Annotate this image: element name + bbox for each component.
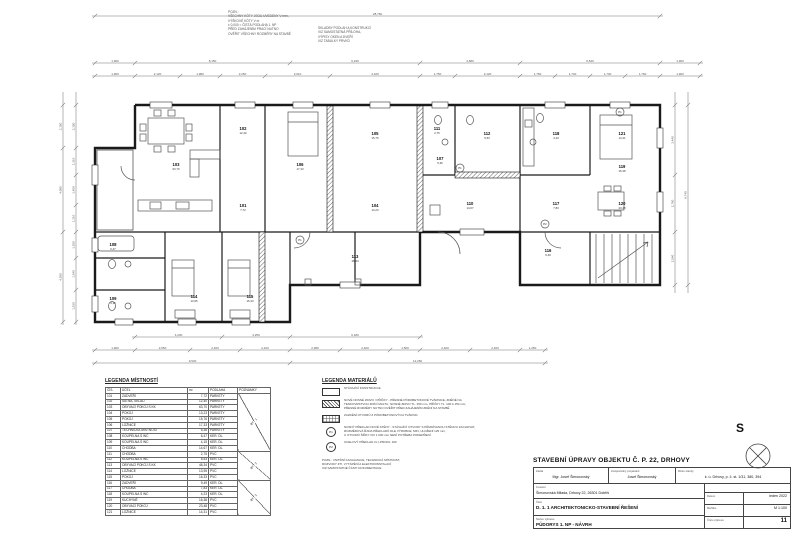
table-cell: KER. DL. xyxy=(209,445,238,451)
room-area: 15,76 xyxy=(371,136,379,140)
materials-note-line: ROZVODY ZTI, VYTÁPĚNÍ A ELEKTROINSTALACÍ xyxy=(322,461,392,466)
room-number: 105 xyxy=(371,131,379,136)
room-legend xyxy=(105,378,275,516)
table-cell: CHODBA xyxy=(121,451,188,457)
material-description: NOVÉ NOSNÉ ZDIVO / PŘÍČKY - PŘESNÉ PÓROBETONOVÉ TVÁRNICE, ZDĚNÉ NA TENKOVRSTVOU ZDÍCÍ MALTU, NOSNÉ ZDIVO TL. 250 mm, PŘÍČKY TL. 100 A 150 mm, PŘESNÉ ROZMĚRY NUTNO OVĚŘIT PŘED ZAHÁJENÍM ZDĚNÍ NA STAVBĚ xyxy=(344,398,467,410)
room-area: 12,40 xyxy=(239,131,247,135)
table-cell: KUCHYNĚ xyxy=(121,498,188,504)
room-area: 5,36 xyxy=(437,161,443,165)
apartment-group-label: BYT 1 xyxy=(249,417,258,427)
dimension-value: 2,420 xyxy=(261,345,269,350)
table-cell: 119 xyxy=(106,498,121,504)
field-investor: Investor Šimonovská Milada, Drhovy 22, 26301 Dobříš xyxy=(534,484,704,499)
room-number: 108 xyxy=(109,242,117,247)
room-area: 13,95 xyxy=(190,299,198,303)
project-title: STAVEBNÍ ÚPRAVY OBJEKTU Č. P. 22, DRHOVY xyxy=(533,457,690,464)
col-use: ÚČEL xyxy=(121,388,188,394)
table-cell: 113 xyxy=(106,463,121,469)
table-cell: 7,72 xyxy=(188,393,209,399)
general-notes xyxy=(228,10,308,36)
room-area: 2,75 xyxy=(434,131,440,135)
reference-notes xyxy=(318,26,402,43)
table-cell: 115 xyxy=(106,474,121,480)
table-cell: 63,70 xyxy=(188,405,209,411)
table-cell: 108 xyxy=(106,434,121,440)
dimension-value: 1,900 xyxy=(111,58,119,63)
room-area: 17,33 xyxy=(296,167,304,171)
table-cell: OBÝVACÍ POKOJ S KK xyxy=(121,463,188,469)
dimension-value: 1,740 xyxy=(568,71,577,76)
room-area: 7,72 xyxy=(240,208,246,212)
dimension-value: 3,440 xyxy=(670,136,675,144)
table-cell: 109 xyxy=(106,440,121,446)
room-number: 119 xyxy=(618,164,626,169)
dimension-value: 1,310 xyxy=(71,214,76,223)
table-cell: 17,33 xyxy=(188,422,209,428)
table-cell: PVC xyxy=(209,498,238,504)
table-cell: KOUPELNA S WC xyxy=(121,434,188,440)
apartment-group-label: BYT 3 xyxy=(249,492,258,502)
dimension-value: 6,180 xyxy=(351,332,359,337)
room-area: 16,38 xyxy=(618,169,626,173)
table-cell: LOŽNICE xyxy=(121,509,188,515)
apartment-group-cell xyxy=(238,393,271,451)
dimension-value: 1,730 xyxy=(603,71,612,76)
note-line: VÝŠKOVÉ KÓTY V m xyxy=(228,18,260,23)
materials-note xyxy=(322,458,522,470)
note-line: ± 0,000 = ČISTÁ PODLAHA 1. NP xyxy=(228,22,277,27)
field-designer: Zadal Mgr. Josef Šimonovský xyxy=(534,468,609,483)
room-area: 14,31 xyxy=(618,136,626,140)
table-cell: PVC xyxy=(209,469,238,475)
room-area: 63,70 xyxy=(172,167,180,171)
dimension-value: 1,900 xyxy=(111,345,119,350)
table-cell: KER. DL. xyxy=(209,457,238,463)
room-number: 112 xyxy=(483,131,491,136)
table-cell: ZÁDVEŘÍ xyxy=(121,393,188,399)
table-cell: OBÝVACÍ POKOJ S KK xyxy=(121,405,188,411)
room-area: 7,83 xyxy=(553,206,559,210)
apartment-group-cell xyxy=(238,451,271,480)
field-scale: Měřítko M 1:100 xyxy=(705,505,790,517)
dimension-value: 2,400 xyxy=(441,345,449,350)
materials-legend-title: LEGENDA MATERIÁLŮ xyxy=(322,378,377,384)
dimension-value: 3,010 xyxy=(293,71,302,76)
room-number: 103 xyxy=(172,162,180,167)
dimension-value: 1,250 xyxy=(71,241,76,249)
dimension-value: 1,760 xyxy=(533,71,542,76)
table-cell: TECHNICKÁ MÍSTNOST xyxy=(121,428,188,434)
dimension-value: 2,650 xyxy=(158,345,167,350)
dimension-value: 1,540 xyxy=(71,270,76,278)
table-cell: 107 xyxy=(106,428,121,434)
room-area: 23,48 xyxy=(618,206,626,210)
room-number: 121 xyxy=(618,131,626,136)
table-cell: 103 xyxy=(106,405,121,411)
dimension-value: 1,980 xyxy=(196,71,204,76)
room-number: 102 xyxy=(239,126,247,131)
room-area: 5,53 xyxy=(484,136,490,140)
room-number: 104 xyxy=(371,203,379,208)
dimension-value: 2,150 xyxy=(58,122,63,131)
field-sheet-number: Číslo výkresu 11 xyxy=(705,517,790,528)
room-number: 118 xyxy=(552,131,560,136)
field-drawing-name: Název výkresu PŮDORYS 1. NP - NÁVRH xyxy=(536,517,592,527)
dimension-chains xyxy=(59,12,704,365)
room-area: 46,34 xyxy=(351,259,359,263)
materials-legend xyxy=(322,378,522,470)
table-cell: OBÝVACÍ POKOJ xyxy=(121,503,188,509)
material-description: STÁVAJÍCÍ KONSTRUKCE xyxy=(344,386,381,390)
dimension-value: 6,540 xyxy=(586,58,594,63)
table-cell: POKOJ xyxy=(121,474,188,480)
dimension-value: 1,750 xyxy=(433,71,442,76)
lintel-marker-label: P2 xyxy=(543,222,547,227)
note-line: VIZ TABULKY PRVKŮ xyxy=(318,38,350,43)
table-cell: 13,23 xyxy=(188,411,209,417)
dimension-value: 2,120 xyxy=(153,71,162,76)
dimension-value: 1,250 xyxy=(528,345,537,350)
field-part: Část D. 1. 1 ARCHITEKTONICKO-STAVEBNÍ ŘEŠENÍ xyxy=(534,499,704,516)
table-cell: 7,83 xyxy=(188,486,209,492)
table-cell: KER. DL. xyxy=(209,492,238,498)
room-number: 117 xyxy=(552,201,560,206)
dimension-value: 2,400 xyxy=(491,345,499,350)
note-line: VIZ SAMOSTATNÁ PŘÍLOHA, xyxy=(318,30,362,35)
table-cell: 23,48 xyxy=(188,503,209,509)
lintel-marker-label: P1 xyxy=(618,110,622,115)
table-cell: 15,76 xyxy=(188,416,209,422)
stairs xyxy=(596,234,652,283)
table-cell: KOUPELNA S WC xyxy=(121,440,188,446)
table-cell: CHODBA xyxy=(121,486,188,492)
table-cell: 121 xyxy=(106,509,121,515)
field-engineer: Zodpovědný projektant Josef Šimonovský xyxy=(609,468,676,483)
existing-swatch-icon xyxy=(322,388,340,396)
dimension-value: 8,150 xyxy=(208,58,217,63)
table-cell: 46,34 xyxy=(188,463,209,469)
table-cell: POKOJ xyxy=(121,416,188,422)
lintel-marker-icon: P2 xyxy=(326,442,336,452)
apartment-group-cell xyxy=(238,480,271,515)
dimension-value: 3,120 xyxy=(483,71,492,76)
table-cell: KER. DL. xyxy=(209,480,238,486)
dimension-value: 2,760 xyxy=(670,199,675,208)
north-arrow xyxy=(728,418,778,474)
furniture xyxy=(98,108,632,318)
table-cell: 104 xyxy=(106,411,121,417)
table-cell: 5,53 xyxy=(188,457,209,463)
col-number: ČÍS. xyxy=(106,388,121,394)
table-cell: POKOJ xyxy=(121,411,188,417)
dimension-value: 2,400 xyxy=(361,345,369,350)
title-block-table xyxy=(533,467,791,529)
material-item xyxy=(322,441,522,452)
material-description: OCELOVÝ PŘEKLAD 2x I-PROFIL 160 xyxy=(344,440,397,445)
field-site: Místo stavby k. ú. Drhovy, p. č. st. 1/31, 380, 394 xyxy=(678,469,762,479)
table-cell: 14,31 xyxy=(188,509,209,515)
dimension-value: 2,540 xyxy=(670,254,675,263)
dimension-value: 2,380 xyxy=(311,345,319,350)
room-area: 16,33 xyxy=(246,299,254,303)
room-area: 14,67 xyxy=(466,206,474,210)
table-cell: KER. DL. xyxy=(209,486,238,492)
table-cell: 5,36 xyxy=(188,428,209,434)
dimension-value: 1,530 xyxy=(71,302,76,310)
dimension-value: 1,500 xyxy=(401,345,409,350)
new-wall-hatching xyxy=(259,106,520,322)
dimension-value: 1,900 xyxy=(676,58,684,63)
note-line: VŠECHNY KÓTY JSOU UVEDENY V mm, xyxy=(228,14,289,19)
materials-note-line: VIZ SAMOSTATNÉ ČÁSTI DOKUMENTACE xyxy=(322,465,382,470)
table-cell: PVC xyxy=(209,509,238,515)
dimension-value: 2,400 xyxy=(211,345,219,350)
lintel-marker-label: P1 xyxy=(458,166,462,171)
room-number: 101 xyxy=(239,203,247,208)
lintel-marker-icon: P1 xyxy=(326,427,336,437)
material-item xyxy=(322,399,522,411)
table-cell: 12,40 xyxy=(188,399,209,405)
room-number: 111 xyxy=(433,126,441,131)
table-cell: 4,23 xyxy=(188,492,209,498)
table-cell: 2,75 xyxy=(188,451,209,457)
table-cell: 110 xyxy=(106,445,121,451)
dimension-value: 6,230 xyxy=(351,58,359,63)
note-line: OVĚŘIT VŠECHNY ROZMĚRY NA STAVBĚ xyxy=(228,31,291,36)
dimension-value: 9,520 xyxy=(188,358,197,363)
infill-swatch-icon xyxy=(322,415,340,423)
dimension-value: 1,900 xyxy=(111,71,119,76)
table-cell: 117 xyxy=(106,486,121,492)
col-area: m² xyxy=(188,388,209,394)
room-number: 110 xyxy=(466,201,474,206)
material-item xyxy=(322,426,522,438)
material-description: NOSNÝ PŘEKLAD NOVÉ STĚNY - STÁVAJÍCÍ OTVORY S PŘIZDÍVANOU STĚNOU ZACHOVAT, ROZMĚROVÁ ŘADA PŘEKLADŮ DLE VÝROBCE, MIN. ULOŽENÍ 125 mm, U OTVORŮ ŠÍŘKY DO 1 000 mm NENÍ POTŘEBA PODEPŘENÍ xyxy=(344,425,476,437)
dimension-value: 4,680 xyxy=(466,58,474,63)
table-cell: 13,95 xyxy=(188,469,209,475)
room-number: 114 xyxy=(190,294,198,299)
room-number: 106 xyxy=(296,162,304,167)
table-cell: 16,38 xyxy=(188,498,209,504)
lintel-marker-label: P1 xyxy=(298,238,302,243)
col-floor: PODLAHA xyxy=(209,388,238,394)
table-cell: PARKETY xyxy=(209,422,238,428)
table-cell: 9,49 xyxy=(188,480,209,486)
room-number: 109 xyxy=(109,296,117,301)
room-area: 9,49 xyxy=(545,253,551,257)
table-cell: PVC xyxy=(209,451,238,457)
table-cell: KOUPELNA S WC xyxy=(121,457,188,463)
dimension-value: 4,080 xyxy=(58,186,63,194)
table-cell: 14,67 xyxy=(188,445,209,451)
table-cell: PARKETY xyxy=(209,399,238,405)
table-cell: 120 xyxy=(106,503,121,509)
room-number: 115 xyxy=(246,294,254,299)
table-cell: 6,47 xyxy=(188,434,209,440)
new-swatch-icon xyxy=(322,400,340,408)
field-date: Datum leden 2022 xyxy=(705,493,790,505)
table-cell: PARKETY xyxy=(209,416,238,422)
table-cell: KER. DL. xyxy=(209,434,238,440)
materials-note-line: POZN.: VNITŘNÍ KANALIZACE, TECHNICKÁ MÍSTNOST, xyxy=(322,457,401,462)
col-notes: POZNÁMKY xyxy=(238,388,271,394)
dimension-value: 1,310 xyxy=(71,157,76,166)
dimension-value: 2,150 xyxy=(71,122,76,131)
dimension-value: 4,230 xyxy=(174,332,183,337)
table-cell: PARKETY xyxy=(209,393,238,399)
room-legend-title: LEGENDA MÍSTNOSTÍ xyxy=(105,378,158,384)
room-number: 107 xyxy=(436,156,444,161)
room-area: 4,23 xyxy=(553,136,559,140)
room-number: 116 xyxy=(544,248,552,253)
material-item xyxy=(322,414,522,423)
table-cell: 111 xyxy=(106,451,121,457)
table-cell: KOUPELNA S WC xyxy=(121,492,188,498)
table-cell: PVC xyxy=(209,463,238,469)
material-description: ZAZDĚNÍ OTVORŮ Z PÓROBETONOVÝCH TVÁRNIC xyxy=(344,413,418,418)
table-cell: LOŽNICE xyxy=(121,422,188,428)
table-cell: 118 xyxy=(106,492,121,498)
table-cell: ŠATNA, SKLAD xyxy=(121,399,188,405)
north-label: S xyxy=(736,421,745,435)
dimension-value: 28,760 xyxy=(372,11,383,16)
room-area: 13,23 xyxy=(371,208,379,212)
table-cell: CHODBA xyxy=(121,445,188,451)
table-cell: 112 xyxy=(106,457,121,463)
dimension-value: 4,100 xyxy=(371,71,379,76)
table-cell: PVC xyxy=(209,474,238,480)
table-cell: 114 xyxy=(106,469,121,475)
dimension-value: 1,900 xyxy=(676,71,684,76)
table-cell: 16,33 xyxy=(188,474,209,480)
table-cell: LOŽNICE xyxy=(121,469,188,475)
room-number: 120 xyxy=(618,201,626,206)
table-cell: PARKETY xyxy=(209,428,238,434)
room-number: 113 xyxy=(351,254,359,259)
table-cell: 106 xyxy=(106,422,121,428)
note-line: VÝPISY OKEN A DVEŘÍ xyxy=(318,34,353,39)
table-cell: PARKETY xyxy=(209,411,238,417)
dimension-value: 8,740 xyxy=(683,191,688,199)
note-line: POZN.: xyxy=(228,10,239,14)
table-cell: 102 xyxy=(106,399,121,405)
table-cell: 4,15 xyxy=(188,440,209,446)
note-line: SKLADBY PODLAH A KONSTRUKCÍ xyxy=(318,26,372,30)
table-cell: 105 xyxy=(106,416,121,422)
note-line: PŘED ZAHÁJENÍM PRACÍ NUTNO xyxy=(228,27,279,32)
room-legend-table xyxy=(105,387,271,516)
room-area: 6,47 xyxy=(110,247,116,251)
dimension-value: 1,450 xyxy=(71,186,76,194)
dimension-value: 2,250 xyxy=(238,71,247,76)
room-area: 4,15 xyxy=(110,301,116,305)
apartment-group-label: BYT 2 xyxy=(249,460,258,470)
dimension-value: 1,760 xyxy=(638,71,647,76)
table-cell: PARKETY xyxy=(209,405,238,411)
dimension-value: 3,250 xyxy=(252,332,260,337)
table-cell: KER. DL. xyxy=(209,440,238,446)
material-item xyxy=(322,387,522,396)
dimension-value: 4,280 xyxy=(58,273,63,281)
table-cell: 101 xyxy=(106,393,121,399)
table-cell: ZÁDVEŘÍ xyxy=(121,480,188,486)
dimension-value: 12,260 xyxy=(412,358,423,363)
table-cell: PVC xyxy=(209,503,238,509)
table-cell: 116 xyxy=(106,480,121,486)
